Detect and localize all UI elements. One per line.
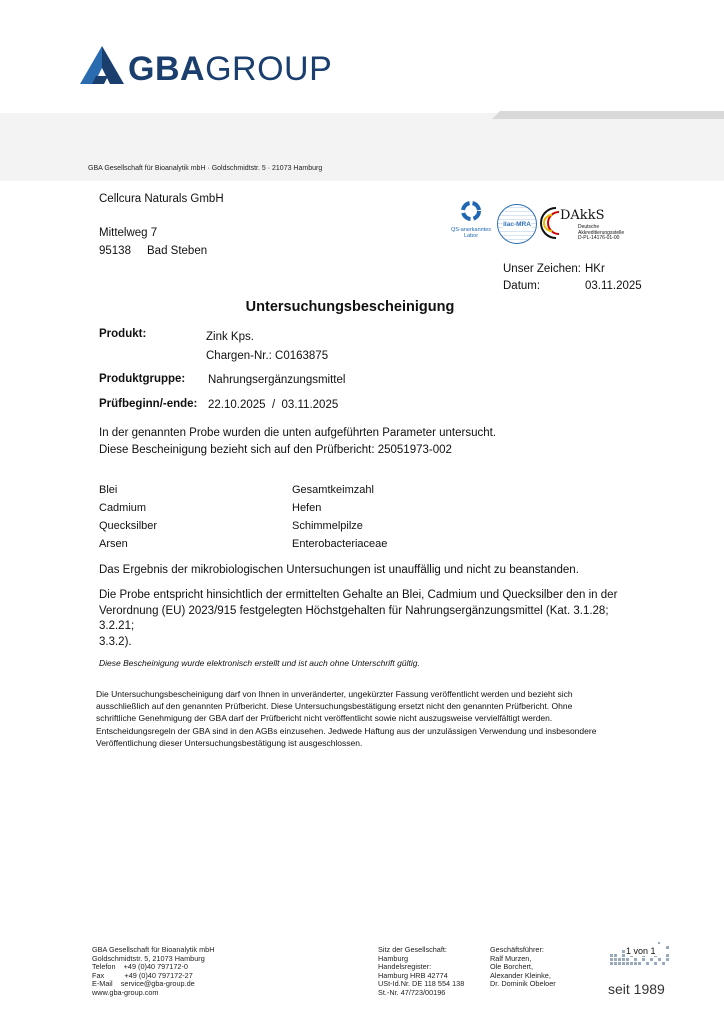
dakks-line-1: Deutsche — [578, 224, 600, 230]
footer-registry — [378, 946, 464, 998]
param-item: Hefen — [292, 502, 322, 514]
param-item: Blei — [99, 484, 118, 496]
param-item: Cadmium — [99, 502, 147, 514]
footer-line: St.-Nr. 47/723/00196 — [378, 987, 446, 997]
footer-line: E-Mail service@gba-group.de — [92, 979, 195, 989]
product-group-label: Produktgruppe: — [99, 373, 186, 385]
footer-line: Hamburg HRB 42774 — [378, 970, 448, 980]
param-item: Quecksilber — [99, 520, 158, 532]
footer-line: Fax +49 (0)40 797172-27 — [92, 970, 193, 980]
param-item: Schimmelpilze — [292, 520, 363, 532]
document-title: Untersuchungsbescheinigung — [245, 299, 455, 315]
intro-line-1: In der genannten Probe wurden die unten aufgeführten Parameter untersucht. — [99, 427, 497, 439]
result-micro: Das Ergebnis der mikrobiologischen Untersuchungen ist unauffällig und nicht zu beanstanden. — [99, 564, 579, 576]
logo-bold: GBA — [128, 50, 206, 88]
result-heavy-metals — [99, 588, 639, 650]
legal-line: Die Untersuchungsbescheinigung darf von Ihnen in unveränderter, ungekürzter Fassung veröffentlicht werden und bezieht sich — [96, 689, 573, 699]
footer-line: Ole Borchert, — [490, 962, 533, 972]
dakks-line-2: Akkreditierungsstelle — [578, 229, 625, 236]
dakks-arc-icon — [540, 206, 560, 240]
gba-logo-wordmark — [128, 50, 332, 89]
footer-line: USt-Id.Nr. DE 118 554 138 — [378, 979, 465, 989]
dakks-logo — [540, 204, 636, 244]
footer-line: Handelsregister: — [378, 962, 432, 972]
param-item: Arsen — [99, 538, 128, 550]
qs-text-1: QS-anerkanntes — [450, 227, 492, 233]
footer-line: Geschäftsführer: — [490, 945, 544, 954]
gba-logo-icon — [80, 46, 124, 84]
date-label: Datum: — [503, 280, 541, 292]
footer-company — [92, 946, 214, 998]
legal-line: ausschließlich auf den genannten Prüfbericht. Diese Untersuchungsbestätigung ersetzt nicht den genannten Prüfbericht. Ohne — [96, 701, 573, 712]
legal-line: Entscheidungsregeln der GBA sind in den AGBs einzusehen. Jedwede Haftung aus der unzulässigen Verwendung und insbesondere — [96, 725, 597, 736]
page-number: 1 von 1 — [626, 946, 656, 956]
result-heavy-line-2: Verordnung (EU) 2023/915 festgelegten Höchstgehalten für Nahrungsergänzungsmittel (Kat. 3.1.28; 3.2.21; — [99, 604, 609, 632]
footer-line: Alexander Kleinke, — [490, 970, 551, 980]
sign-label: Unser Zeichen: — [503, 263, 581, 275]
result-heavy-line-1: Die Probe entspricht hinsichtlich der ermittelten Gehalte an Blei, Cadmium und Quecksilber den in der — [99, 589, 618, 601]
recipient-city: Bad Steben — [147, 245, 208, 257]
intro-line-2: Diese Bescheinigung bezieht sich auf den Prüfbericht: 25051973-002 — [99, 444, 452, 456]
recipient-company: Cellcura Naturals GmbH — [99, 193, 224, 205]
footer-line: Dr. Dominik Obeloer — [490, 979, 556, 989]
ilac-text: ilac-MRA — [503, 220, 531, 228]
params-left — [99, 481, 157, 553]
dakks-line-3: D-PL-14176-01-00 — [578, 235, 620, 241]
date-value: 03.11.2025 — [585, 280, 642, 292]
qs-text-2: Labor — [463, 233, 479, 239]
sender-line: GBA Gesellschaft für Bioanalytik mbH · Goldschmidtstr. 5 · 21073 Hamburg — [88, 165, 323, 172]
legal-notice — [96, 688, 656, 749]
params-right — [292, 481, 387, 553]
header-band-accent — [492, 111, 724, 119]
result-heavy-line-3: 3.3.2). — [99, 635, 132, 648]
since-1989: seit 1989 — [608, 981, 665, 997]
footer-line: Ralf Murzen, — [490, 953, 532, 963]
legal-line: Veröffentlichung dieser Untersuchungsbestätigung ist ausgeschlossen. — [96, 737, 363, 748]
footer-line: Telefon +49 (0)40 797172-0 — [92, 962, 188, 972]
param-item: Enterobacteriaceae — [292, 538, 388, 550]
param-item: Gesamtkeimzahl — [292, 484, 374, 496]
batch-number: Chargen-Nr.: C0163875 — [206, 350, 329, 362]
product-group-value: Nahrungsergänzungsmittel — [208, 374, 346, 386]
test-period-label: Prüfbeginn/-ende: — [99, 398, 198, 410]
product-label: Produkt: — [99, 328, 147, 340]
legal-line: schriftliche Genehmigung der GBA darf der Prüfbericht nicht veröffentlicht sowie nicht auszugsweise vervielfältigt werden. — [96, 713, 553, 724]
electronic-note: Diese Bescheinigung wurde elektronisch erstellt und ist auch ohne Unterschrift gültig. — [99, 658, 420, 668]
footer-management — [490, 946, 556, 989]
qs-mark-icon — [460, 200, 482, 222]
test-period-value: 22.10.2025 / 03.11.2025 — [208, 399, 339, 411]
recipient-street: Mittelweg 7 — [99, 227, 158, 239]
footer-line: www.gba-group.com — [92, 987, 159, 997]
footer-line: Goldschmidtstr. 5, 21073 Hamburg — [92, 953, 205, 963]
sign-value: HKr — [585, 263, 605, 275]
footer-line: Hamburg — [378, 953, 409, 963]
footer-line: Sitz der Gesellschaft: — [378, 945, 447, 954]
ilac-mra-logo — [497, 204, 537, 244]
logo-light: GROUP — [205, 50, 333, 88]
recipient-zip: 95138 — [99, 245, 131, 257]
product-value: Zink Kps. — [206, 331, 254, 343]
dakks-title: DAkkS — [560, 208, 605, 223]
footer-line: GBA Gesellschaft für Bioanalytik mbH — [92, 945, 215, 954]
dakks-sub — [578, 225, 624, 242]
qs-logo — [450, 200, 492, 239]
